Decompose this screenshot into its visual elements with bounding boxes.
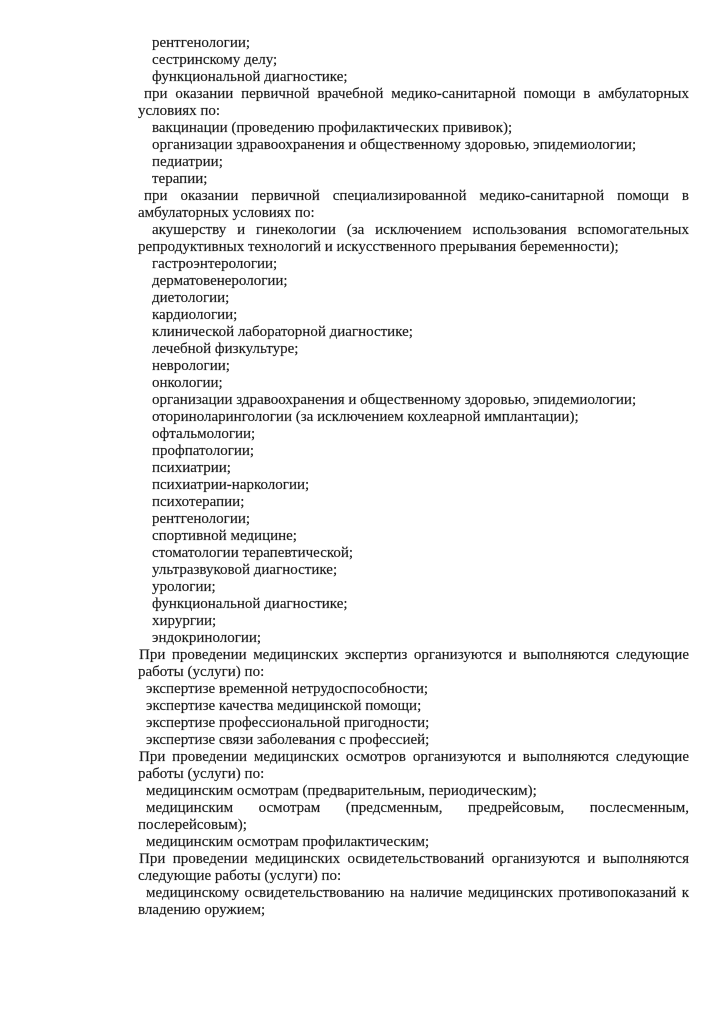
service-list-item: экспертизе качества медицинской помощи; bbox=[146, 698, 422, 714]
subsection-intro: при оказании первичной врачебной медико-санитарной помощи в амбулаторных условиях по: bbox=[138, 86, 689, 119]
service-list-item: клинической лабораторной диагностике; bbox=[152, 324, 413, 340]
service-list-item: психиатрии; bbox=[152, 460, 231, 476]
service-list-item: эндокринологии; bbox=[152, 630, 262, 646]
subsection-intro: при оказании первичной специализированной медико-санитарной помощи в амбулаторных условиях по: bbox=[138, 188, 689, 221]
service-list-item: функциональной диагностике; bbox=[152, 69, 348, 85]
service-list-item: оториноларингологии (за исключением кохлеарной имплантации); bbox=[152, 409, 579, 425]
service-list-item: организации здравоохранения и общественному здоровью, эпидемиологии; bbox=[152, 392, 637, 408]
service-list-item: вакцинации (проведению профилактических прививок); bbox=[152, 120, 513, 136]
service-list-item: урологии; bbox=[152, 579, 216, 595]
service-list-item: неврологии; bbox=[152, 358, 230, 374]
service-list-item: экспертизе связи заболевания с профессией; bbox=[146, 732, 430, 748]
service-list-item: стоматологии терапевтической; bbox=[152, 545, 354, 561]
service-list-item: сестринскому делу; bbox=[152, 52, 278, 68]
service-list-item: психотерапии; bbox=[152, 494, 245, 510]
section-intro: При проведении медицинских экспертиз организуются и выполняются следующие работы (услуги) по: bbox=[138, 647, 689, 680]
section-intro: При проведении медицинских освидетельствований организуются и выполняются следующие работы (услуги) по: bbox=[138, 851, 689, 884]
service-list-item: рентгенологии; bbox=[152, 511, 251, 527]
service-list-item: хирургии; bbox=[152, 613, 217, 629]
service-list-item: экспертизе профессиональной пригодности; bbox=[146, 715, 430, 731]
service-list-item: профпатологии; bbox=[152, 443, 255, 459]
service-list-item: организации здравоохранения и общественному здоровью, эпидемиологии; bbox=[152, 137, 637, 153]
service-list-item: кардиологии; bbox=[152, 307, 238, 323]
service-list-item: медицинским осмотрам (предварительным, периодическим); bbox=[146, 783, 537, 799]
service-list-item: диетологии; bbox=[152, 290, 230, 306]
service-list-item: педиатрии; bbox=[152, 154, 223, 170]
service-list-item: лечебной физкультуре; bbox=[152, 341, 299, 357]
service-list-item: рентгенологии; bbox=[152, 35, 251, 51]
service-list-item: экспертизе временной нетрудоспособности; bbox=[146, 681, 429, 697]
service-list-item: психиатрии-наркологии; bbox=[152, 477, 310, 493]
service-list-item: медицинским осмотрам профилактическим; bbox=[146, 834, 430, 850]
service-list-item: ультразвуковой диагностике; bbox=[152, 562, 338, 578]
service-list-item: спортивной медицине; bbox=[152, 528, 297, 544]
service-list-item: функциональной диагностике; bbox=[152, 596, 348, 612]
document-page bbox=[138, 35, 689, 919]
service-list-item: медицинским осмотрам (предсменным, предрейсовым, послесменным, послерейсовым); bbox=[138, 800, 689, 833]
service-list-item: дерматовенерологии; bbox=[152, 273, 288, 289]
service-list-item: терапии; bbox=[152, 171, 208, 187]
service-list-item: медицинскому освидетельствованию на наличие медицинских противопоказаний к владению оружием; bbox=[138, 885, 689, 918]
service-list-item: офтальмологии; bbox=[152, 426, 256, 442]
service-list-item: онкологии; bbox=[152, 375, 223, 391]
service-list-item: гастроэнтерологии; bbox=[152, 256, 278, 272]
service-list-item: акушерству и гинекологии (за исключением использования вспомогательных репродуктивных технологий и искусственного прерывания беременности); bbox=[138, 222, 689, 255]
section-intro: При проведении медицинских осмотров организуются и выполняются следующие работы (услуги) по: bbox=[138, 749, 689, 782]
